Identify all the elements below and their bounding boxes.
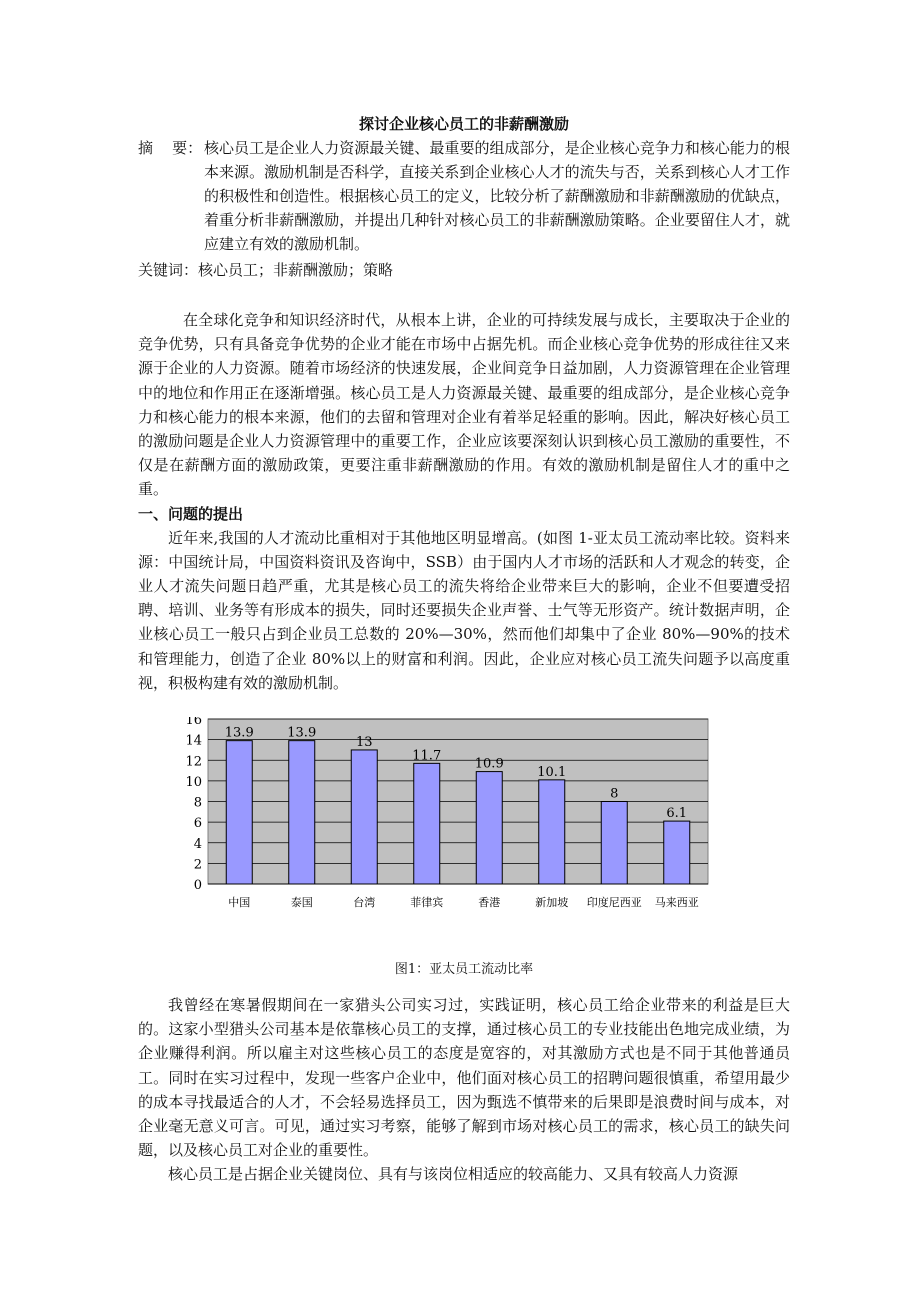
y-tick-label: 4 [193, 836, 202, 852]
data-label: 13 [355, 734, 373, 750]
chart-svg [138, 717, 790, 947]
y-tick-label: 12 [185, 754, 202, 770]
data-label: 13.9 [224, 725, 254, 741]
x-tick-label: 台湾 [353, 896, 376, 910]
y-tick-label: 6 [193, 816, 202, 832]
x-tick-label: 泰国 [290, 896, 313, 910]
abstract-label: 摘 要： [138, 139, 203, 157]
document-page [138, 108, 790, 1187]
data-label: 11.7 [412, 748, 442, 764]
intro-paragraph: 在全球化竞争和知识经济时代，从根本上讲，企业的可持续发展与成长，主要取决于企业的竞争优势，只有具备竞争优势的企业才能在市场中占据先机。而企业核心竞争优势的形成往往又来源于企业的人力资源。随着市场经济的快速发展，企业间竞争日益加剧，人力资源管理在企业管理中的地位和作用正在逐渐增强。核心员工是人力资源最关键、最重要的组成部分，是企业核心竞争力和核心能力的根本来源，他们的去留和管理对企业有着举足轻重的影响。因此，解决好核心员工的激励问题是企业人力资源管理中的重要工作，企业应该要深刻认识到核心员工激励的重要性，不仅是在薪酬方面的激励政策，更要注重非薪酬激励的作用。有效的激励机制是留住人才的重中之重。 [138, 311, 790, 499]
y-tick-label: 0 [193, 878, 202, 894]
page-title: 探讨企业核心员工的非薪酬激励 [358, 115, 569, 133]
keywords-text: 核心员工；非薪酬激励；策略 [198, 261, 394, 279]
bar-chart [138, 717, 790, 947]
y-tick-label: 14 [185, 733, 202, 749]
body-paragraph: 我曾经在寒暑假期间在一家猎头公司实习过，实践证明，核心员工给企业带来的利益是巨大的。这家小型猎头公司基本是依靠核心员工的支撑，通过核心员工的专业技能出色地完成业绩，为企业赚得利润。所以雇主对这些核心员工的态度是宽容的，对其激励方式也是不同于其他普通员工。同时在实习过程中，发现一些客户企业中，他们面对核心员工的招聘问题很慎重，希望用最少的成本寻找最适合的人才，不会轻易选择员工，因为甄选不慎带来的后果即是浪费时间与成本，对企业毫无意义可言。可见，通过实习考察，能够了解到市场对核心员工的需求，核心员工的缺失问题，以及核心员工对企业的重要性。 [138, 996, 790, 1160]
bar [539, 780, 565, 884]
bar [601, 802, 627, 885]
keywords-label: 关键词： [138, 261, 199, 279]
x-tick-label: 新加坡 [535, 896, 569, 910]
bar [414, 763, 440, 884]
abstract-text: 核心员工是企业人力资源最关键、最重要的组成部分，是企业核心竞争力和核心能力的根本来源。激励机制是否科学，直接关系到企业核心人才的流失与否，关系到核心人才工作的积极性和创造性。根据核心员工的定义，比较分析了薪酬激励和非薪酬激励的优缺点，着重分析非薪酬激励，并提出几种针对核心员工的非薪酬激励策略。企业要留住人才，就应建立有效的激励机制。 [204, 139, 790, 253]
x-tick-label: 中国 [228, 896, 251, 910]
data-label: 10.1 [537, 764, 567, 780]
bar [289, 741, 315, 884]
section-paragraph: 近年来,我国的人才流动比重相对于其他地区明显增高。(如图 1-亚太员工流动率比较。资料来源：中国统计局，中国资料资讯及咨询中，SSB）由于国内人才市场的活跃和人才观念的转变，企业人才流失问题日趋严重，尤其是核心员工的流失将给企业带来巨大的影响，企业不但要遭受招聘、培训、业务等有形成本的损失，同时还要损失企业声誉、士气等无形资产。统计数据声明，企业核心员工一般只占到企业员工总数的 20%—30%，然而他们却集中了企业 80%—90%的技术和管理能力，创造了企业 80%以上的财富和利润。因此，企业应对核心员工流失问题予以高度重视，积极构建有效的激励机制。 [138, 528, 790, 692]
data-label: 13.9 [287, 725, 317, 741]
y-tick-label: 8 [193, 795, 202, 811]
bar [664, 821, 690, 884]
y-tick-label: 2 [193, 857, 202, 873]
bar [351, 750, 377, 884]
data-label: 8 [610, 786, 619, 802]
y-tick-label: 10 [185, 774, 202, 790]
data-label: 6.1 [666, 806, 688, 822]
bar [476, 772, 502, 884]
body-paragraph-continued: 核心员工是占据企业关键岗位、具有与该岗位相适应的较高能力、又具有较高人力资源 [168, 1165, 739, 1184]
x-tick-label: 香港 [478, 896, 501, 910]
keywords [138, 258, 790, 282]
figure-caption: 图1：亚太员工流动比率 [394, 962, 534, 978]
bar [226, 741, 252, 884]
section-heading: 一、问题的提出 [138, 504, 244, 523]
x-tick-label: 菲律宾 [410, 896, 444, 910]
abstract [138, 136, 790, 256]
data-label: 10.9 [474, 756, 504, 772]
x-tick-label: 马来西亚 [654, 896, 699, 910]
y-tick-label: 16 [185, 717, 202, 729]
x-tick-label: 印度尼西亚 [586, 896, 642, 910]
